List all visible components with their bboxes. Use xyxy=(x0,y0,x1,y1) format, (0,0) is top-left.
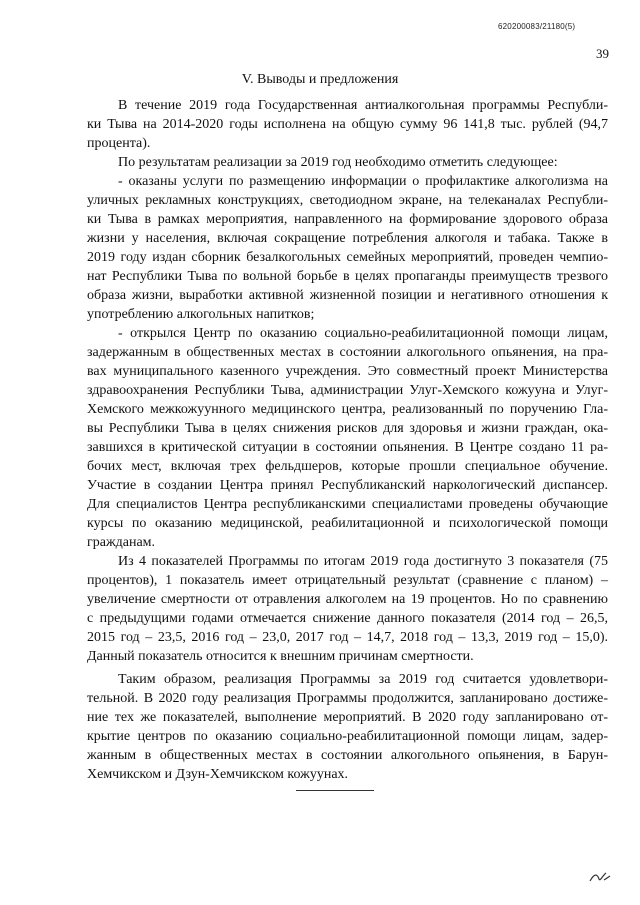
text-line: вы Республики Тыва в целях снижения рисков для здоровья и жизни граждан, ока- xyxy=(87,421,608,436)
text-line: Таким образом, реализация Программы за 2019 год считается удовлетвори- xyxy=(118,672,608,687)
text-line: Для специалистов Центра республиканскими специалистами проведены обучающие xyxy=(87,497,608,512)
text-line: процента). xyxy=(87,136,151,151)
text-line: процентов), 1 показатель имеет отрицательный результат (сравнение с планом) – xyxy=(87,573,608,588)
text-line: ки Тыва в рамках мероприятия, направленного на формирование здорового образа xyxy=(87,212,608,227)
text-line: задержанным в общественных местах в состоянии алкогольного опьянения, на пра- xyxy=(87,345,608,360)
handwritten-mark-icon xyxy=(588,870,612,884)
text-line: нат Республики Тыва по вольной борьбе в целях пропаганды преимуществ трезвого xyxy=(87,269,608,284)
text-line: жизни у населения, включая сокращение потребления алкоголя и табака. Также в xyxy=(87,231,608,246)
text-line: тельной. В 2020 году реализация Программы продолжится, запланировано достиже- xyxy=(87,691,608,706)
text-line: Из 4 показателей Программы по итогам 2019 года достигнуто 3 показателя (75 xyxy=(118,554,608,569)
text-line: ки Тыва на 2014-2020 годы исполнена на общую сумму 96 141,8 тыс. рублей (94,7 xyxy=(87,117,608,132)
text-line: Данный показатель относится к внешним причинам смертности. xyxy=(87,649,474,664)
text-line: жанным в общественных местах в состоянии алкогольного опьянения, в Барун- xyxy=(87,748,608,763)
text-line: ние тех же показателей, выполнение мероприятий. В 2020 году запланировано от- xyxy=(87,710,608,725)
text-line: уличных рекламных конструкциях, светодиодном экране, на телеканалах Республи- xyxy=(87,193,608,208)
text-line: 2015 год – 23,5, 2016 год – 23,0, 2017 год – 14,7, 2018 год – 13,3, 2019 год – 15,0). xyxy=(87,630,608,645)
text-line: Хемского межкожуунного медицинского центра, реализованный по поручению Гла- xyxy=(87,402,608,417)
text-line: Хемчикском и Дзун-Хемчикском кожуунах. xyxy=(87,767,349,782)
text-line: - открылся Центр по оказанию социально-реабилитационной помощи лицам, xyxy=(118,326,608,341)
text-line: - оказаны услуги по размещению информации о профилактике алкоголизма на xyxy=(118,174,608,189)
text-line: образа жизни, выработки активной жизненной позиции и негативного отношения к xyxy=(87,288,608,303)
text-line: По результатам реализации за 2019 год необходимо отметить следующее: xyxy=(118,155,558,170)
end-divider xyxy=(296,790,374,791)
text-line: крытие центров по оказанию социально-реабилитационной помощи лицам, задер- xyxy=(87,729,608,744)
document-code: 620200083/21180(5) xyxy=(498,22,576,31)
text-line: курсы по оказанию медицинской, реабилитационной и психологической помощи xyxy=(87,516,608,531)
text-line: с предыдущими годами отмечается снижение данного показателя (2014 год – 26,5, xyxy=(87,611,608,626)
text-line: вах муниципального казенного учреждения. Это совместный проект Министерства xyxy=(87,364,608,379)
text-line: увеличение смертности от отравления алкоголем на 19 процентов. Но по сравнению xyxy=(87,592,608,607)
text-line: бочих мест, включая трех фельдшеров, которые прошли специальное обучение. xyxy=(87,459,608,474)
text-line: В течение 2019 года Государственная антиалкогольная программы Республи- xyxy=(118,98,608,113)
text-line: гражданам. xyxy=(87,535,156,550)
text-line: завшихся в критической ситуации в состоянии опьянения. В Центре создано 11 ра- xyxy=(87,440,608,455)
text-line: 2019 году издан сборник безалкогольных семейных мероприятий, проведен чемпио- xyxy=(87,250,608,265)
text-line: употреблению алкогольных напитков; xyxy=(87,307,315,322)
text-line: Участие в создании Центра принял Республиканский наркологический диспансер. xyxy=(87,478,608,493)
text-line: здравоохранения Республики Тыва, администрации Улуг-Хемского кожууна и Улуг- xyxy=(87,383,608,398)
section-title: V. Выводы и предложения xyxy=(241,72,399,87)
page-number: 39 xyxy=(596,46,609,61)
